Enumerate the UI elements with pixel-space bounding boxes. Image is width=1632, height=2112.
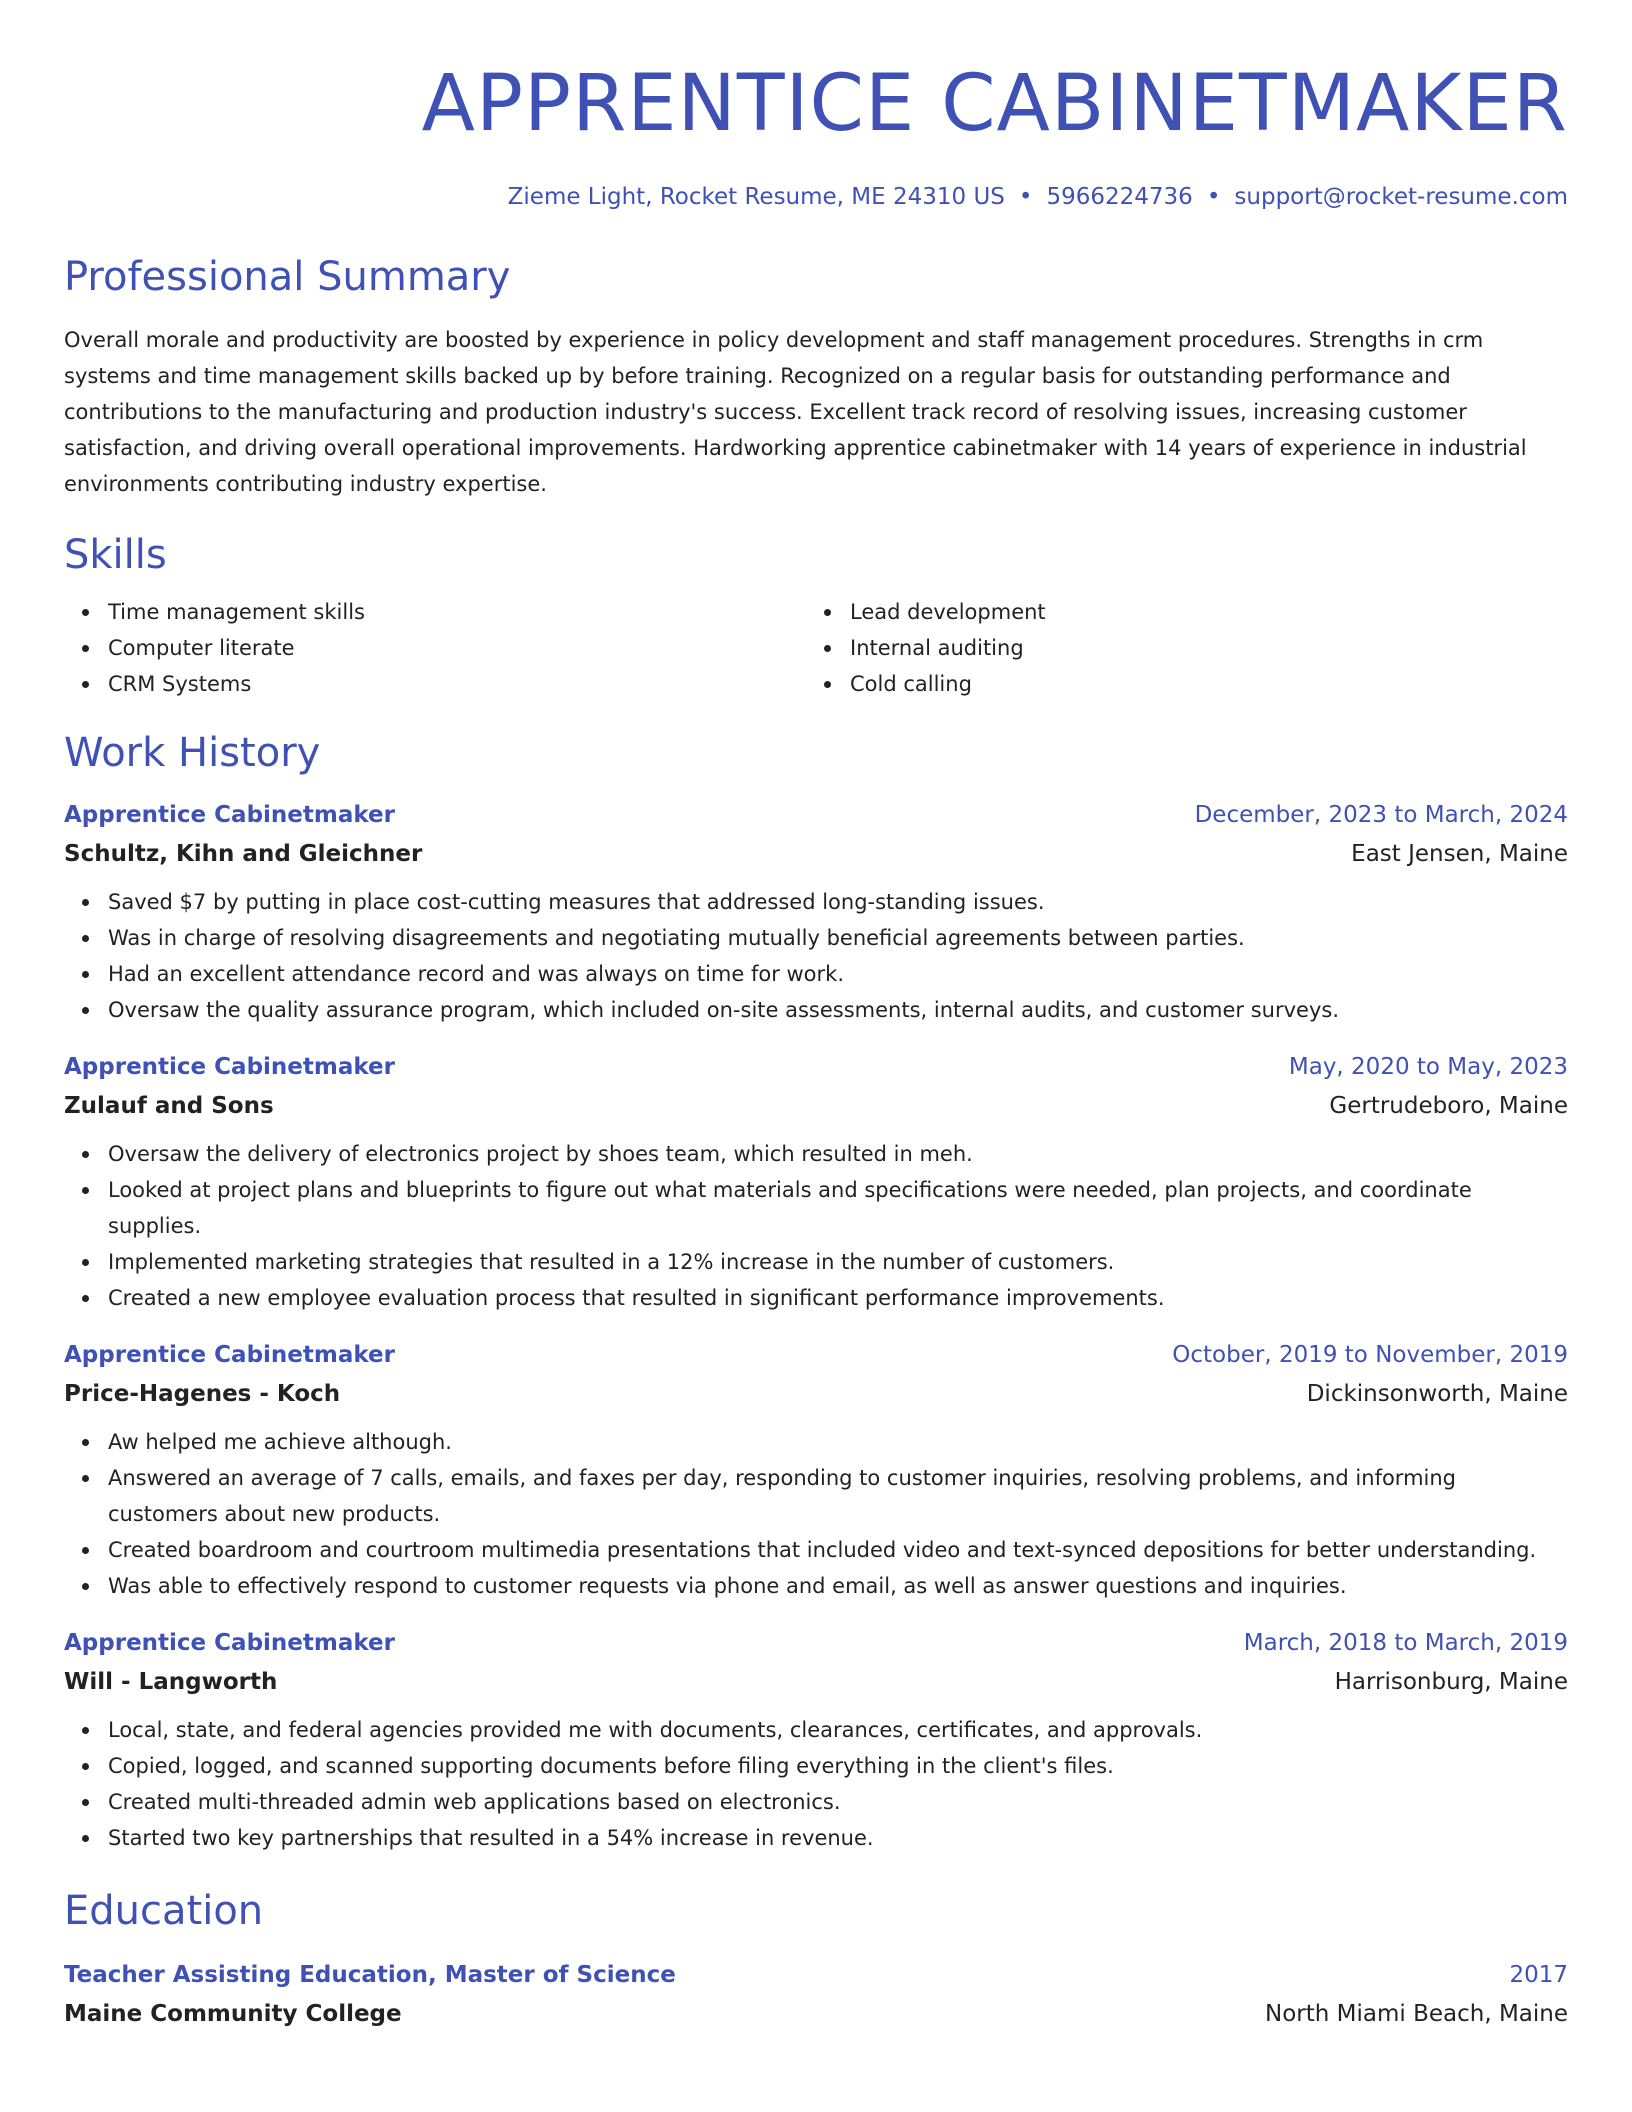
skill-item: Cold calling: [850, 666, 1548, 702]
job-bullets: [64, 1136, 1568, 1316]
job-entry: [64, 1336, 1568, 1604]
job-company: Schultz, Kihn and Gleichner: [64, 841, 423, 867]
job-bullet: Oversaw the delivery of electronics project by shoes team, which resulted in meh.: [108, 1136, 1568, 1172]
job-entry: [64, 796, 1568, 1028]
resume-header: [64, 0, 1568, 212]
education-degree: Teacher Assisting Education, Master of Science: [64, 1962, 676, 1988]
job-company: Will - Langworth: [64, 1669, 278, 1695]
job-bullet: Started two key partnerships that resulted in a 54% increase in revenue.: [108, 1820, 1568, 1856]
job-location: East Jensen, Maine: [1351, 841, 1568, 867]
job-location: Gertrudeboro, Maine: [1329, 1093, 1568, 1119]
summary-heading: Professional Summary: [64, 254, 511, 300]
contact-separator: •: [1206, 184, 1221, 210]
job-company: Zulauf and Sons: [64, 1093, 274, 1119]
job-bullet: Created a new employee evaluation process that resulted in significant performance improvements.: [108, 1280, 1568, 1316]
education-year: 2017: [1509, 1962, 1568, 1988]
job-bullet: Aw helped me achieve although.: [108, 1424, 1568, 1460]
job-dates: October, 2019 to November, 2019: [1172, 1342, 1568, 1368]
job-location: Harrisonburg, Maine: [1334, 1669, 1568, 1695]
contact-separator: •: [1018, 184, 1033, 210]
job-bullet: Created multi-threaded admin web applications based on electronics.: [108, 1784, 1568, 1820]
contact-line: [64, 182, 1568, 212]
job-title: Apprentice Cabinetmaker: [64, 802, 395, 828]
job-title: Apprentice Cabinetmaker: [64, 1342, 395, 1368]
skill-item: Internal auditing: [850, 630, 1548, 666]
skills-column-left: [64, 594, 806, 702]
job-bullet: Saved $7 by putting in place cost-cutting measures that addressed long-standing issues.: [108, 884, 1568, 920]
skill-item: Lead development: [850, 594, 1548, 630]
education-heading: Education: [64, 1888, 264, 1934]
resume-page: [64, 0, 1568, 2034]
job-bullets: [64, 1424, 1568, 1604]
job-bullet: Was in charge of resolving disagreements and negotiating mutually beneficial agreements between parties.: [108, 920, 1568, 956]
job-dates: March, 2018 to March, 2019: [1243, 1630, 1568, 1656]
contact-address: Zieme Light, Rocket Resume, ME 24310 US: [507, 184, 1005, 210]
job-company: Price-Hagenes - Koch: [64, 1381, 341, 1407]
contact-email[interactable]: support@rocket-resume.com: [1234, 184, 1568, 210]
job-bullet: Copied, logged, and scanned supporting documents before filing everything in the client's files.: [108, 1748, 1568, 1784]
job-bullet: Answered an average of 7 calls, emails, and faxes per day, responding to customer inquiries, resolving problems, and informing customers about new products.: [108, 1460, 1568, 1532]
education-school: Maine Community College: [64, 2001, 402, 2027]
skills-list: [64, 594, 1568, 702]
job-bullet: Implemented marketing strategies that resulted in a 12% increase in the number of customers.: [108, 1244, 1568, 1280]
summary-text: Overall morale and productivity are boosted by experience in policy development and staff management procedures. Strengths in crm systems and time management skills backed up by before training. Recognized on a regular basis for outstanding performance and contributions to the manufacturing and production industry's success. Excellent track record of resolving issues, increasing customer satisfaction, and driving overall operational improvements. Hardworking apprentice cabinetmaker with 14 years of experience in industrial environments contributing industry expertise.: [64, 328, 1527, 496]
job-entry: [64, 1048, 1568, 1316]
job-bullet: Oversaw the quality assurance program, which included on-site assessments, internal audits, and customer surveys.: [108, 992, 1568, 1028]
skill-item: Time management skills: [108, 594, 806, 630]
job-bullet: Local, state, and federal agencies provided me with documents, clearances, certificates, and approvals.: [108, 1712, 1568, 1748]
job-bullets: [64, 884, 1568, 1028]
job-title: Apprentice Cabinetmaker: [64, 1630, 395, 1656]
job-dates: May, 2020 to May, 2023: [1288, 1054, 1568, 1080]
job-entry: [64, 1624, 1568, 1856]
job-bullet: Looked at project plans and blueprints to figure out what materials and specifications were needed, plan projects, and coordinate supplies.: [108, 1172, 1568, 1244]
job-bullet: Created boardroom and courtroom multimedia presentations that included video and text-synced depositions for better understanding.: [108, 1532, 1568, 1568]
job-bullet: Was able to effectively respond to customer requests via phone and email, as well as answer questions and inquiries.: [108, 1568, 1568, 1604]
work-history-heading: Work History: [64, 730, 321, 776]
skills-heading: Skills: [64, 532, 167, 578]
education-location: North Miami Beach, Maine: [1265, 2001, 1568, 2027]
job-title: Apprentice Cabinetmaker: [64, 1054, 395, 1080]
candidate-name: APPRENTICE CABINETMAKER: [421, 59, 1568, 149]
contact-phone[interactable]: 5966224736: [1046, 184, 1193, 210]
job-bullet: Had an excellent attendance record and was always on time for work.: [108, 956, 1568, 992]
job-dates: December, 2023 to March, 2024: [1194, 802, 1568, 828]
job-location: Dickinsonworth, Maine: [1306, 1381, 1568, 1407]
skill-item: CRM Systems: [108, 666, 806, 702]
skill-item: Computer literate: [108, 630, 806, 666]
skills-column-right: [806, 594, 1548, 702]
education-entry: [64, 1956, 1568, 2034]
job-bullets: [64, 1712, 1568, 1856]
